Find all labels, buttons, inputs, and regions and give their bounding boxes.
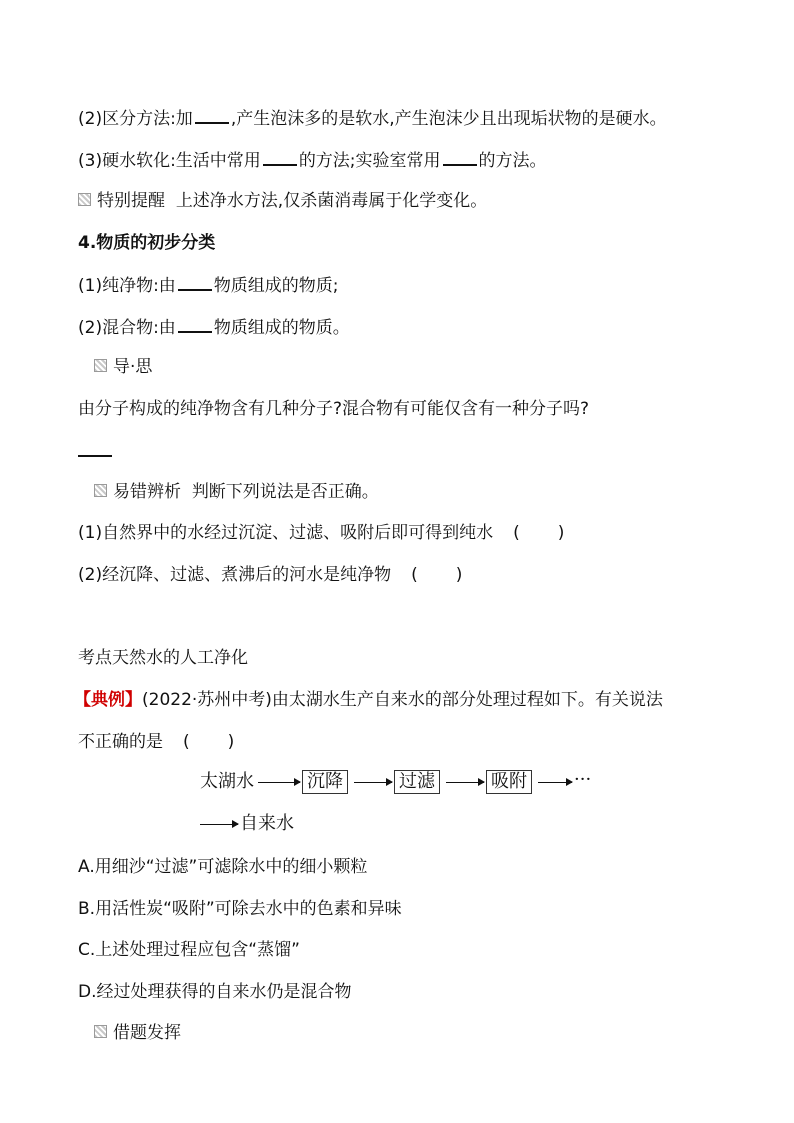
example-text-2: 不正确的是	[78, 732, 163, 752]
think-question: 由分子构成的纯净物含有几种分子?混合物有可能仅含有一种分子吗?	[78, 399, 590, 419]
soften-line	[78, 148, 547, 172]
example-line-1	[74, 689, 663, 711]
flow-arrow	[446, 782, 484, 783]
soften-prefix: (3)硬水软化:生活中常用	[78, 151, 261, 171]
answer-blank[interactable]	[195, 106, 229, 124]
answer-blank[interactable]	[443, 148, 477, 166]
pure-prefix: (1)纯净物:由	[78, 276, 176, 296]
flow-ellipsis: ···	[574, 769, 592, 790]
example-line-2	[78, 731, 234, 753]
error-item-2	[78, 564, 462, 586]
note-icon	[94, 1025, 107, 1038]
answer-blank[interactable]	[178, 273, 212, 291]
errors-intro: 判断下列说法是否正确。	[191, 482, 379, 502]
section-heading: 4.物质的初步分类	[78, 233, 216, 253]
error-item-1	[78, 522, 564, 544]
option-b[interactable]: B.用活性炭“吸附”可除去水中的色素和异味	[78, 899, 402, 919]
answer-paren[interactable]: ( )	[411, 565, 463, 585]
pure-substance-line	[78, 273, 339, 297]
option-d[interactable]: D.经过处理获得的自来水仍是混合物	[78, 982, 352, 1002]
answer-blank[interactable]	[263, 148, 297, 166]
think-label: 导·思	[113, 357, 153, 377]
mixture-suffix: 物质组成的物质。	[213, 318, 350, 338]
flow-arrow	[258, 782, 300, 783]
flow-result: 自来水	[240, 813, 294, 834]
mixture-line	[78, 315, 350, 339]
answer-paren[interactable]: ( )	[183, 732, 235, 752]
errors-label-line	[94, 481, 379, 503]
pure-suffix: 物质组成的物质;	[213, 276, 339, 296]
example-tag: 【典例】	[74, 690, 142, 710]
think-label-line	[94, 356, 152, 378]
option-a[interactable]: A.用细沙“过滤”可滤除水中的细小颗粒	[78, 857, 368, 877]
example-text-1: (2022·苏州中考)由太湖水生产自来水的部分处理过程如下。有关说法	[142, 690, 663, 710]
soften-suffix: 的方法。	[478, 151, 547, 171]
flow-arrow	[538, 782, 572, 783]
tip-line	[78, 190, 487, 212]
extend-label-line	[94, 1022, 181, 1044]
note-icon	[94, 484, 107, 497]
errors-label: 易错辨析	[113, 482, 181, 502]
note-icon	[78, 193, 91, 206]
tip-label: 特别提醒	[97, 191, 165, 211]
flow-source: 太湖水	[200, 771, 254, 792]
distinguish-suffix: ,产生泡沫多的是软水,产生泡沫少且出现垢状物的是硬水。	[230, 109, 667, 129]
flow-arrow	[200, 824, 238, 825]
flow-arrow	[354, 782, 392, 783]
distinguish-prefix: (2)区分方法:加	[78, 109, 193, 129]
answer-paren[interactable]: ( )	[513, 523, 565, 543]
distinguish-line	[78, 106, 667, 130]
answer-line[interactable]	[78, 455, 112, 457]
soften-mid: 的方法;实验室常用	[298, 151, 441, 171]
tip-text: 上述净水方法,仅杀菌消毒属于化学变化。	[175, 191, 488, 211]
answer-blank[interactable]	[178, 315, 212, 333]
flow-step-adsorption: 吸附	[486, 770, 532, 794]
flow-step-filtering: 过滤	[394, 770, 440, 794]
option-c[interactable]: C.上述处理过程应包含“蒸馏”	[78, 940, 300, 960]
note-icon	[94, 359, 107, 372]
mixture-prefix: (2)混合物:由	[78, 318, 176, 338]
topic-title: 考点天然水的人工净化	[78, 648, 248, 668]
error-item-2-text: (2)经沉降、过滤、煮沸后的河水是纯净物	[78, 565, 392, 585]
flow-step-settling: 沉降	[302, 770, 348, 794]
error-item-1-text: (1)自然界中的水经过沉淀、过滤、吸附后即可得到纯水	[78, 523, 494, 543]
extend-label: 借题发挥	[113, 1023, 181, 1043]
